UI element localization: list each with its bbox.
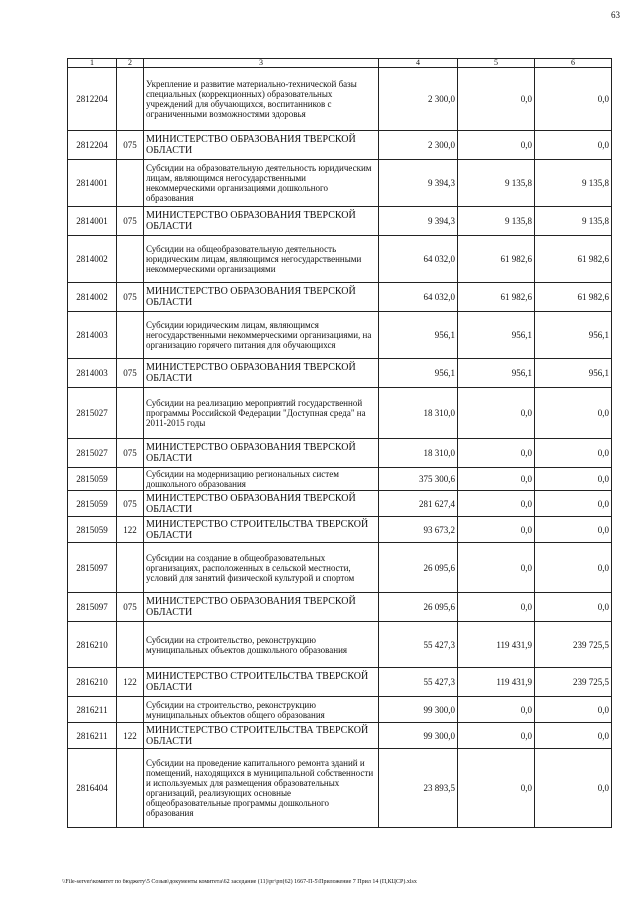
row-amount-col5-cell: 0,0 <box>458 491 535 517</box>
row-amount-col5-cell: 956,1 <box>458 312 535 359</box>
row-department-code-cell: 075 <box>117 593 144 622</box>
row-amount-col5-cell: 0,0 <box>458 439 535 468</box>
budget-table <box>67 58 612 828</box>
row-name-cell: МИНИСТЕРСТВО СТРОИТЕЛЬСТВА ТВЕРСКОЙ ОБЛАСТИ <box>144 517 379 543</box>
row-name-cell: Субсидии на создание в общеобразовательных организациях, расположенных в сельской местности, условий для занятий физической культурой и спортом <box>144 543 379 593</box>
row-amount-col6-cell: 239 725,5 <box>535 622 612 668</box>
row-department-code-cell: 075 <box>117 207 144 236</box>
row-department-code-cell <box>117 468 144 491</box>
row-amount-col6-cell: 0,0 <box>535 388 612 439</box>
row-amount-col4-cell: 26 095,6 <box>379 543 458 593</box>
table-row <box>68 749 612 828</box>
row-code-cell: 2815027 <box>68 439 117 468</box>
row-code-cell: 2812204 <box>68 68 117 131</box>
table-row <box>68 593 612 622</box>
row-amount-col4-cell: 99 300,0 <box>379 697 458 723</box>
row-amount-col6-cell: 0,0 <box>535 723 612 749</box>
row-amount-col6-cell: 956,1 <box>535 359 612 388</box>
row-amount-col4-cell: 956,1 <box>379 312 458 359</box>
row-department-code-cell: 075 <box>117 359 144 388</box>
row-amount-col5-cell: 0,0 <box>458 697 535 723</box>
row-amount-col6-cell: 0,0 <box>535 697 612 723</box>
row-name-cell: Субсидии на общеобразовательную деятельность юридическим лицам, являющимся негосударственными некоммерческими организациями <box>144 236 379 283</box>
row-department-code-cell <box>117 68 144 131</box>
row-amount-col5-cell: 9 135,8 <box>458 160 535 207</box>
row-amount-col6-cell: 61 982,6 <box>535 283 612 312</box>
row-code-cell: 2816404 <box>68 749 117 828</box>
row-code-cell: 2812204 <box>68 131 117 160</box>
table-row <box>68 283 612 312</box>
row-name-cell: МИНИСТЕРСТВО ОБРАЗОВАНИЯ ТВЕРСКОЙ ОБЛАСТИ <box>144 593 379 622</box>
row-code-cell: 2816211 <box>68 723 117 749</box>
row-name-cell: Субсидии на образовательную деятельность юридическим лицам, являющимся негосударственными некоммерческими организациями дошкольного образования <box>144 160 379 207</box>
row-amount-col4-cell: 55 427,3 <box>379 668 458 697</box>
row-name-cell: Субсидии на модернизацию региональных систем дошкольного образования <box>144 468 379 491</box>
row-amount-col5-cell: 0,0 <box>458 749 535 828</box>
column-number-row <box>68 59 612 68</box>
row-department-code-cell: 122 <box>117 517 144 543</box>
row-name-cell: МИНИСТЕРСТВО ОБРАЗОВАНИЯ ТВЕРСКОЙ ОБЛАСТИ <box>144 207 379 236</box>
row-amount-col4-cell: 64 032,0 <box>379 283 458 312</box>
row-amount-col6-cell: 0,0 <box>535 517 612 543</box>
row-name-cell: Субсидии на реализацию мероприятий государственной программы Российской Федерации "Доступная среда" на 2011-2015 годы <box>144 388 379 439</box>
row-amount-col6-cell: 0,0 <box>535 439 612 468</box>
row-department-code-cell <box>117 388 144 439</box>
row-amount-col4-cell: 956,1 <box>379 359 458 388</box>
row-amount-col6-cell: 9 135,8 <box>535 160 612 207</box>
row-department-code-cell <box>117 236 144 283</box>
row-amount-col6-cell: 0,0 <box>535 543 612 593</box>
row-amount-col6-cell: 9 135,8 <box>535 207 612 236</box>
row-name-cell: МИНИСТЕРСТВО ОБРАЗОВАНИЯ ТВЕРСКОЙ ОБЛАСТИ <box>144 131 379 160</box>
row-name-cell: Субсидии на строительство, реконструкцию муниципальных объектов дошкольного образования <box>144 622 379 668</box>
row-code-cell: 2815059 <box>68 491 117 517</box>
file-path-footer: \\File-server\комитет по бюджету\5 Созыв\документы комитета\62 заседание (11)\рг\рп(62) 1667-П-5\Приложение 7 Прил 14 (П,КЦСР).xlsx <box>62 879 417 885</box>
row-amount-col6-cell: 0,0 <box>535 131 612 160</box>
row-department-code-cell: 075 <box>117 439 144 468</box>
row-amount-col5-cell: 0,0 <box>458 517 535 543</box>
row-code-cell: 2814001 <box>68 207 117 236</box>
column-number-3: 3 <box>144 59 379 68</box>
row-code-cell: 2814002 <box>68 236 117 283</box>
row-code-cell: 2816211 <box>68 697 117 723</box>
row-department-code-cell: 122 <box>117 723 144 749</box>
row-amount-col4-cell: 18 310,0 <box>379 439 458 468</box>
row-department-code-cell <box>117 543 144 593</box>
row-amount-col4-cell: 9 394,3 <box>379 207 458 236</box>
column-number-6: 6 <box>535 59 612 68</box>
row-department-code-cell: 122 <box>117 668 144 697</box>
page-number: 63 <box>611 10 620 20</box>
row-department-code-cell <box>117 749 144 828</box>
row-name-cell: Субсидии на строительство, реконструкцию муниципальных объектов общего образования <box>144 697 379 723</box>
row-amount-col4-cell: 99 300,0 <box>379 723 458 749</box>
row-amount-col6-cell: 61 982,6 <box>535 236 612 283</box>
row-department-code-cell <box>117 622 144 668</box>
row-name-cell: МИНИСТЕРСТВО СТРОИТЕЛЬСТВА ТВЕРСКОЙ ОБЛАСТИ <box>144 668 379 697</box>
row-amount-col5-cell: 119 431,9 <box>458 622 535 668</box>
row-code-cell: 2815059 <box>68 468 117 491</box>
column-number-1: 1 <box>68 59 117 68</box>
column-number-2: 2 <box>117 59 144 68</box>
row-name-cell: МИНИСТЕРСТВО ОБРАЗОВАНИЯ ТВЕРСКОЙ ОБЛАСТИ <box>144 359 379 388</box>
row-code-cell: 2815027 <box>68 388 117 439</box>
row-amount-col5-cell: 0,0 <box>458 468 535 491</box>
row-department-code-cell <box>117 697 144 723</box>
row-department-code-cell: 075 <box>117 491 144 517</box>
row-name-cell: МИНИСТЕРСТВО ОБРАЗОВАНИЯ ТВЕРСКОЙ ОБЛАСТИ <box>144 491 379 517</box>
row-amount-col5-cell: 9 135,8 <box>458 207 535 236</box>
row-amount-col6-cell: 239 725,5 <box>535 668 612 697</box>
table-row <box>68 312 612 359</box>
row-department-code-cell <box>117 160 144 207</box>
row-name-cell: Укрепление и развитие материально-технической базы специальных (коррекционных) образовательных учреждений для обучающихся, воспитанников с ограниченными возможностями здоровья <box>144 68 379 131</box>
row-code-cell: 2814001 <box>68 160 117 207</box>
column-number-4: 4 <box>379 59 458 68</box>
table-row <box>68 68 612 131</box>
row-amount-col5-cell: 0,0 <box>458 68 535 131</box>
column-number-5: 5 <box>458 59 535 68</box>
row-amount-col5-cell: 0,0 <box>458 131 535 160</box>
table-row <box>68 236 612 283</box>
row-department-code-cell: 075 <box>117 283 144 312</box>
row-amount-col6-cell: 0,0 <box>535 468 612 491</box>
row-name-cell: Субсидии на проведение капитального ремонта зданий и помещений, находящихся в муниципальной собственности и используемых для размещения образовательных организаций, реализующих основные общеобразовательные программы дошкольного образования <box>144 749 379 828</box>
row-name-cell: МИНИСТЕРСТВО ОБРАЗОВАНИЯ ТВЕРСКОЙ ОБЛАСТИ <box>144 439 379 468</box>
row-amount-col4-cell: 9 394,3 <box>379 160 458 207</box>
table-row <box>68 468 612 491</box>
row-amount-col5-cell: 61 982,6 <box>458 283 535 312</box>
row-code-cell: 2815097 <box>68 543 117 593</box>
row-amount-col4-cell: 281 627,4 <box>379 491 458 517</box>
row-amount-col5-cell: 956,1 <box>458 359 535 388</box>
table-row <box>68 622 612 668</box>
row-code-cell: 2816210 <box>68 622 117 668</box>
row-amount-col4-cell: 2 300,0 <box>379 68 458 131</box>
row-amount-col5-cell: 119 431,9 <box>458 668 535 697</box>
table-row <box>68 543 612 593</box>
table-row <box>68 160 612 207</box>
table-row <box>68 207 612 236</box>
row-amount-col4-cell: 18 310,0 <box>379 388 458 439</box>
table-row <box>68 388 612 439</box>
row-amount-col5-cell: 0,0 <box>458 543 535 593</box>
table-row <box>68 359 612 388</box>
row-amount-col4-cell: 55 427,3 <box>379 622 458 668</box>
table-row <box>68 668 612 697</box>
row-code-cell: 2814002 <box>68 283 117 312</box>
row-department-code-cell: 075 <box>117 131 144 160</box>
row-amount-col6-cell: 0,0 <box>535 491 612 517</box>
row-amount-col6-cell: 0,0 <box>535 593 612 622</box>
row-code-cell: 2816210 <box>68 668 117 697</box>
row-name-cell: Субсидии юридическим лицам, являющимся негосударственными некоммерческими организациями, на организацию горячего питания для обучающихся <box>144 312 379 359</box>
row-amount-col5-cell: 0,0 <box>458 388 535 439</box>
row-amount-col5-cell: 0,0 <box>458 593 535 622</box>
table-row <box>68 723 612 749</box>
row-name-cell: МИНИСТЕРСТВО СТРОИТЕЛЬСТВА ТВЕРСКОЙ ОБЛАСТИ <box>144 723 379 749</box>
row-department-code-cell <box>117 312 144 359</box>
table-row <box>68 439 612 468</box>
row-name-cell: МИНИСТЕРСТВО ОБРАЗОВАНИЯ ТВЕРСКОЙ ОБЛАСТИ <box>144 283 379 312</box>
row-amount-col4-cell: 375 300,6 <box>379 468 458 491</box>
row-amount-col4-cell: 23 893,5 <box>379 749 458 828</box>
row-amount-col4-cell: 64 032,0 <box>379 236 458 283</box>
row-code-cell: 2815097 <box>68 593 117 622</box>
table-row <box>68 491 612 517</box>
row-amount-col4-cell: 26 095,6 <box>379 593 458 622</box>
row-amount-col6-cell: 956,1 <box>535 312 612 359</box>
row-amount-col4-cell: 93 673,2 <box>379 517 458 543</box>
table-row <box>68 131 612 160</box>
row-code-cell: 2814003 <box>68 359 117 388</box>
row-amount-col4-cell: 2 300,0 <box>379 131 458 160</box>
row-amount-col6-cell: 0,0 <box>535 749 612 828</box>
row-code-cell: 2815059 <box>68 517 117 543</box>
table-row <box>68 517 612 543</box>
row-amount-col6-cell: 0,0 <box>535 68 612 131</box>
table-row <box>68 697 612 723</box>
row-amount-col5-cell: 61 982,6 <box>458 236 535 283</box>
row-code-cell: 2814003 <box>68 312 117 359</box>
row-amount-col5-cell: 0,0 <box>458 723 535 749</box>
